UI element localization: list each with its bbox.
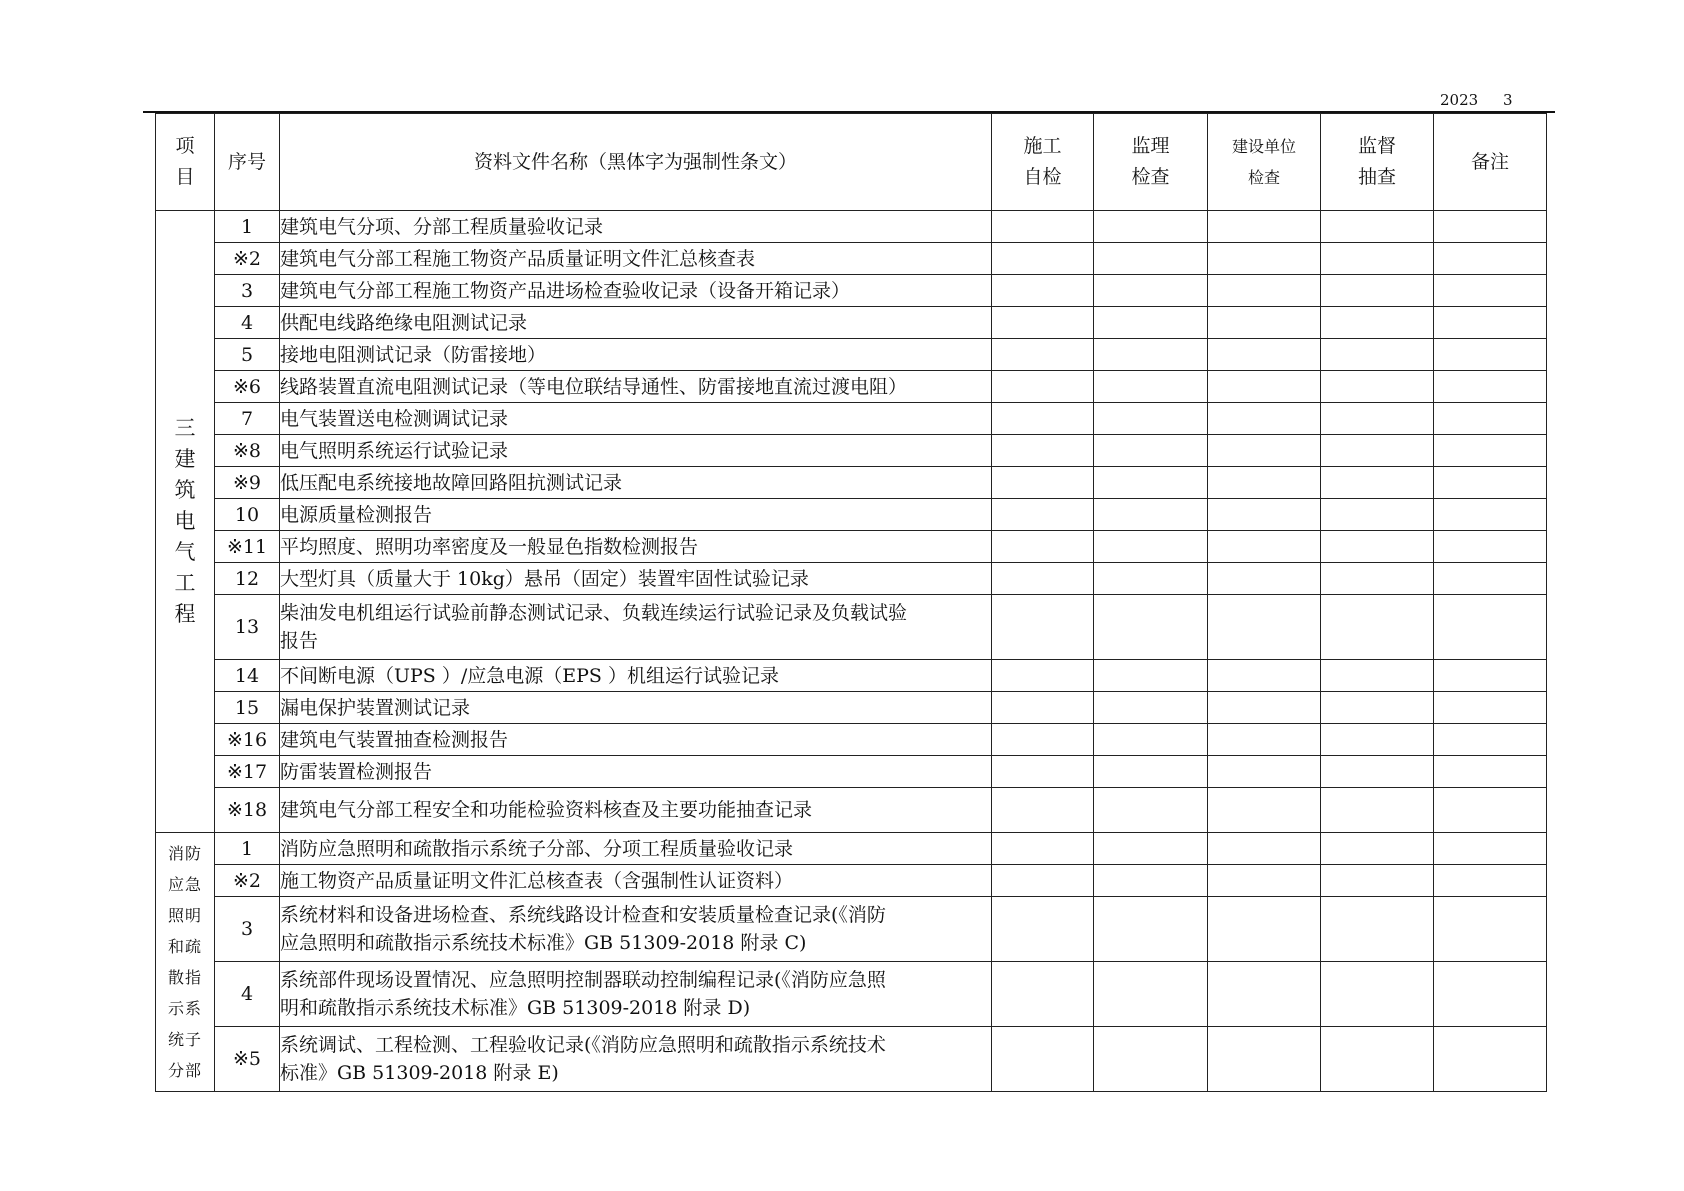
owner-check-cell[interactable] [1208,499,1321,531]
row-seq: 15 [215,692,280,724]
owner-check-cell[interactable] [1208,660,1321,692]
supervision-cell[interactable] [1094,788,1208,833]
row-document-name-line: 建筑电气分部工程施工物资产品质量证明文件汇总核查表 [280,247,756,270]
inspection-cell[interactable] [1321,211,1434,243]
inspection-cell[interactable] [1321,275,1434,307]
row-document-name-line: 施工物资产品质量证明文件汇总核查表（含强制性认证资料） [280,869,794,892]
row-document-name-line: 建筑电气装置抽查检测报告 [280,728,509,751]
self-check-cell[interactable] [992,211,1094,243]
row-seq: ※8 [215,435,280,467]
supervision-cell[interactable] [1094,724,1208,756]
table-row [156,595,1547,660]
row-seq: ※11 [215,531,280,563]
owner-check-cell[interactable] [1208,692,1321,724]
row-document-name [280,660,992,692]
self-check-cell[interactable] [992,371,1094,403]
self-check-cell[interactable] [992,660,1094,692]
row-document-name [280,865,992,897]
row-seq: 12 [215,563,280,595]
remarks-cell[interactable] [1434,243,1547,275]
supervision-cell[interactable] [1094,243,1208,275]
inspection-cell[interactable] [1321,897,1434,962]
page-mark [1440,91,1513,109]
inspection-cell[interactable] [1321,371,1434,403]
category-label-char: 程 [174,602,196,626]
remarks-cell[interactable] [1434,724,1547,756]
row-seq: 13 [215,595,280,660]
inspection-cell[interactable] [1321,467,1434,499]
remarks-cell[interactable] [1434,307,1547,339]
remarks-cell[interactable] [1434,531,1547,563]
inspection-cell[interactable] [1321,660,1434,692]
row-document-name-line: 报告 [280,630,319,652]
row-document-name-line: 电气装置送电检测调试记录 [280,407,509,430]
supervision-cell[interactable] [1094,435,1208,467]
inspection-cell[interactable] [1321,595,1434,660]
category-label-line: 照明 [167,906,202,925]
supervision-cell[interactable] [1094,275,1208,307]
table-row [156,692,1547,724]
inspection-cell[interactable] [1321,563,1434,595]
supervision-cell[interactable] [1094,595,1208,660]
row-document-name [280,243,992,275]
supervision-cell[interactable] [1094,339,1208,371]
self-check-cell[interactable] [992,756,1094,788]
inspection-cell[interactable] [1321,531,1434,563]
document-checklist-table [155,113,1547,1092]
owner-check-cell[interactable] [1208,211,1321,243]
supervision-cell[interactable] [1094,371,1208,403]
row-document-name [280,595,992,660]
row-seq: 1 [215,211,280,243]
supervision-cell[interactable] [1094,499,1208,531]
owner-check-cell[interactable] [1208,307,1321,339]
row-document-name-line: 线路装置直流电阻测试记录（等电位联结导通性、防雷接地直流过渡电阻） [280,375,908,398]
category-label-line: 应急 [167,875,202,894]
category-label-line: 消防 [167,844,202,863]
inspection-cell[interactable] [1321,243,1434,275]
row-document-name [280,692,992,724]
row-document-name-line: 供配电线路绝缘电阻测试记录 [280,311,528,334]
row-document-name [280,499,992,531]
owner-check-cell[interactable] [1208,403,1321,435]
self-check-cell[interactable] [992,403,1094,435]
table-body [156,211,1547,1092]
category-label-line: 示系 [167,999,202,1018]
remarks-cell[interactable] [1434,435,1547,467]
owner-check-cell[interactable] [1208,243,1321,275]
supervision-cell[interactable] [1094,467,1208,499]
table-row [156,307,1547,339]
category-label-char: 气 [174,540,196,564]
row-document-name-line: 系统部件现场设置情况、应急照明控制器联动控制编程记录(《消防应急照 [280,969,886,991]
inspection-cell[interactable] [1321,962,1434,1027]
row-document-name-line: 标准》GB 51309-2018 附录 E) [280,1062,559,1084]
remarks-cell[interactable] [1434,275,1547,307]
table-row [156,467,1547,499]
remarks-cell[interactable] [1434,833,1547,865]
row-document-name [280,307,992,339]
row-seq: 10 [215,499,280,531]
row-seq: ※9 [215,467,280,499]
row-document-name-line: 系统材料和设备进场检查、系统线路设计检查和安装质量检查记录(《消防 [280,904,886,926]
row-document-name [280,724,992,756]
row-document-name-line: 不间断电源（UPS ）/应急电源（EPS ）机组运行试验记录 [280,664,779,687]
self-check-cell[interactable] [992,499,1094,531]
category-label-line: 散指 [167,968,202,987]
table-row [156,403,1547,435]
table-row [156,275,1547,307]
table-row [156,833,1547,865]
category-building-electrical [156,211,215,833]
row-seq: 7 [215,403,280,435]
inspection-cell[interactable] [1321,865,1434,897]
supervision-cell[interactable] [1094,865,1208,897]
row-seq: ※6 [215,371,280,403]
header-name: 资料文件名称（黑体字为强制性条文） [280,114,992,211]
self-check-cell[interactable] [992,563,1094,595]
table-row [156,865,1547,897]
table-row [156,339,1547,371]
category-label-line: 分部 [167,1061,202,1080]
row-document-name-line: 低压配电系统接地故障回路阻抗测试记录 [280,471,623,494]
remarks-cell[interactable] [1434,595,1547,660]
row-seq: 4 [215,307,280,339]
row-document-name [280,371,992,403]
row-document-name [280,962,992,1027]
table-row [156,962,1547,1027]
inspection-cell[interactable] [1321,403,1434,435]
self-check-cell[interactable] [992,435,1094,467]
inspection-cell[interactable] [1321,788,1434,833]
self-check-cell[interactable] [992,833,1094,865]
remarks-cell[interactable] [1434,962,1547,1027]
owner-check-cell[interactable] [1208,371,1321,403]
owner-check-cell[interactable] [1208,962,1321,1027]
supervision-cell[interactable] [1094,897,1208,962]
row-document-name [280,211,992,243]
self-check-cell[interactable] [992,865,1094,897]
owner-check-cell[interactable] [1208,756,1321,788]
supervision-cell[interactable] [1094,563,1208,595]
page-mark-year: 2023 [1440,91,1479,109]
row-document-name [280,897,992,962]
row-document-name-line: 系统调试、工程检测、工程验收记录(《消防应急照明和疏散指示系统技术 [280,1034,886,1056]
category-label-line: 和疏 [167,937,202,956]
category-label-char: 建 [174,447,196,471]
header-item: 项 目 [156,114,215,211]
self-check-cell[interactable] [992,275,1094,307]
row-document-name-line: 漏电保护装置测试记录 [280,696,471,719]
row-document-name-line: 建筑电气分部工程安全和功能检验资料核查及主要功能抽查记录 [280,799,813,821]
row-seq: 5 [215,339,280,371]
row-document-name-line: 接地电阻测试记录（防雷接地） [280,343,547,366]
supervision-cell[interactable] [1094,756,1208,788]
supervision-cell[interactable] [1094,211,1208,243]
row-document-name [280,833,992,865]
row-seq: 14 [215,660,280,692]
category-label-line: 统子 [167,1030,202,1049]
inspection-cell[interactable] [1321,724,1434,756]
row-document-name-line: 防雷装置检测报告 [280,760,433,783]
row-document-name [280,467,992,499]
category-label-char: 筑 [174,478,196,502]
row-seq: ※2 [215,243,280,275]
table-row [156,499,1547,531]
category-label-char: 电 [174,509,196,533]
self-check-cell[interactable] [992,595,1094,660]
row-seq: 3 [215,897,280,962]
row-seq: 4 [215,962,280,1027]
supervision-cell[interactable] [1094,531,1208,563]
self-check-cell[interactable] [992,962,1094,1027]
remarks-cell[interactable] [1434,1027,1547,1092]
table-row [156,243,1547,275]
owner-check-cell[interactable] [1208,275,1321,307]
row-seq: ※16 [215,724,280,756]
table-row [156,211,1547,243]
row-document-name-line: 建筑电气分部工程施工物资产品进场检查验收记录（设备开箱记录） [280,279,851,302]
row-document-name [280,435,992,467]
owner-check-cell[interactable] [1208,833,1321,865]
inspection-cell[interactable] [1321,339,1434,371]
row-document-name-line: 平均照度、照明功率密度及一般显色指数检测报告 [280,535,699,558]
row-seq: ※2 [215,865,280,897]
row-seq: 1 [215,833,280,865]
remarks-cell[interactable] [1434,692,1547,724]
supervision-cell[interactable] [1094,692,1208,724]
owner-check-cell[interactable] [1208,1027,1321,1092]
row-seq: ※17 [215,756,280,788]
row-document-name-line: 应急照明和疏散指示系统技术标准》GB 51309-2018 附录 C) [280,932,807,954]
remarks-cell[interactable] [1434,403,1547,435]
header-self-check: 施工 自检 [992,114,1094,211]
remarks-cell[interactable] [1434,211,1547,243]
table-row [156,435,1547,467]
header-row [156,114,1547,211]
row-document-name-line: 建筑电气分项、分部工程质量验收记录 [280,215,604,238]
self-check-cell[interactable] [992,531,1094,563]
self-check-cell[interactable] [992,307,1094,339]
remarks-cell[interactable] [1434,865,1547,897]
header-supervision: 监理 检查 [1094,114,1208,211]
remarks-cell[interactable] [1434,467,1547,499]
owner-check-cell[interactable] [1208,724,1321,756]
inspection-cell[interactable] [1321,435,1434,467]
owner-check-cell[interactable] [1208,531,1321,563]
row-document-name-line: 明和疏散指示系统技术标准》GB 51309-2018 附录 D) [280,997,751,1019]
remarks-cell[interactable] [1434,499,1547,531]
remarks-cell[interactable] [1434,756,1547,788]
header-seq: 序号 [215,114,280,211]
row-document-name [280,531,992,563]
row-document-name [280,756,992,788]
inspection-cell[interactable] [1321,499,1434,531]
table-row [156,724,1547,756]
row-document-name [280,788,992,833]
self-check-cell[interactable] [992,692,1094,724]
table-row [156,371,1547,403]
inspection-cell[interactable] [1321,756,1434,788]
table-row [156,897,1547,962]
remarks-cell[interactable] [1434,339,1547,371]
inspection-cell[interactable] [1321,307,1434,339]
supervision-cell[interactable] [1094,660,1208,692]
self-check-cell[interactable] [992,788,1094,833]
row-seq: 3 [215,275,280,307]
table-row [156,531,1547,563]
owner-check-cell[interactable] [1208,467,1321,499]
row-document-name-line: 大型灯具（质量大于 10kg）悬吊（固定）装置牢固性试验记录 [280,567,809,590]
self-check-cell[interactable] [992,467,1094,499]
table-row [156,756,1547,788]
header-inspection: 监督 抽查 [1321,114,1434,211]
self-check-cell[interactable] [992,339,1094,371]
self-check-cell[interactable] [992,1027,1094,1092]
category-label-char: 三 [174,416,196,440]
remarks-cell[interactable] [1434,788,1547,833]
supervision-cell[interactable] [1094,403,1208,435]
owner-check-cell[interactable] [1208,435,1321,467]
inspection-cell[interactable] [1321,833,1434,865]
header-owner: 建设单位 检查 [1208,114,1321,211]
owner-check-cell[interactable] [1208,788,1321,833]
table-row [156,1027,1547,1092]
owner-check-cell[interactable] [1208,563,1321,595]
row-document-name-line: 消防应急照明和疏散指示系统子分部、分项工程质量验收记录 [280,837,794,860]
inspection-cell[interactable] [1321,1027,1434,1092]
supervision-cell[interactable] [1094,833,1208,865]
supervision-cell[interactable] [1094,962,1208,1027]
category-label-char: 工 [174,571,196,595]
row-document-name [280,339,992,371]
owner-check-cell[interactable] [1208,865,1321,897]
self-check-cell[interactable] [992,243,1094,275]
row-document-name-line: 电气照明系统运行试验记录 [280,439,509,462]
row-document-name [280,1027,992,1092]
inspection-cell[interactable] [1321,692,1434,724]
category-emergency-lighting [156,833,215,1092]
owner-check-cell[interactable] [1208,339,1321,371]
self-check-cell[interactable] [992,724,1094,756]
row-seq: ※18 [215,788,280,833]
row-seq: ※5 [215,1027,280,1092]
remarks-cell[interactable] [1434,897,1547,962]
page-mark-number: 3 [1502,91,1513,109]
row-document-name [280,403,992,435]
row-document-name-line: 柴油发电机组运行试验前静态测试记录、负载连续运行试验记录及负载试验 [280,602,908,624]
supervision-cell[interactable] [1094,307,1208,339]
table-row [156,660,1547,692]
remarks-cell[interactable] [1434,660,1547,692]
row-document-name [280,563,992,595]
supervision-cell[interactable] [1094,1027,1208,1092]
header-remarks: 备注 [1434,114,1547,211]
remarks-cell[interactable] [1434,371,1547,403]
table-row [156,563,1547,595]
row-document-name [280,275,992,307]
self-check-cell[interactable] [992,897,1094,962]
owner-check-cell[interactable] [1208,897,1321,962]
remarks-cell[interactable] [1434,563,1547,595]
owner-check-cell[interactable] [1208,595,1321,660]
table-row [156,788,1547,833]
row-document-name-line: 电源质量检测报告 [280,503,433,526]
